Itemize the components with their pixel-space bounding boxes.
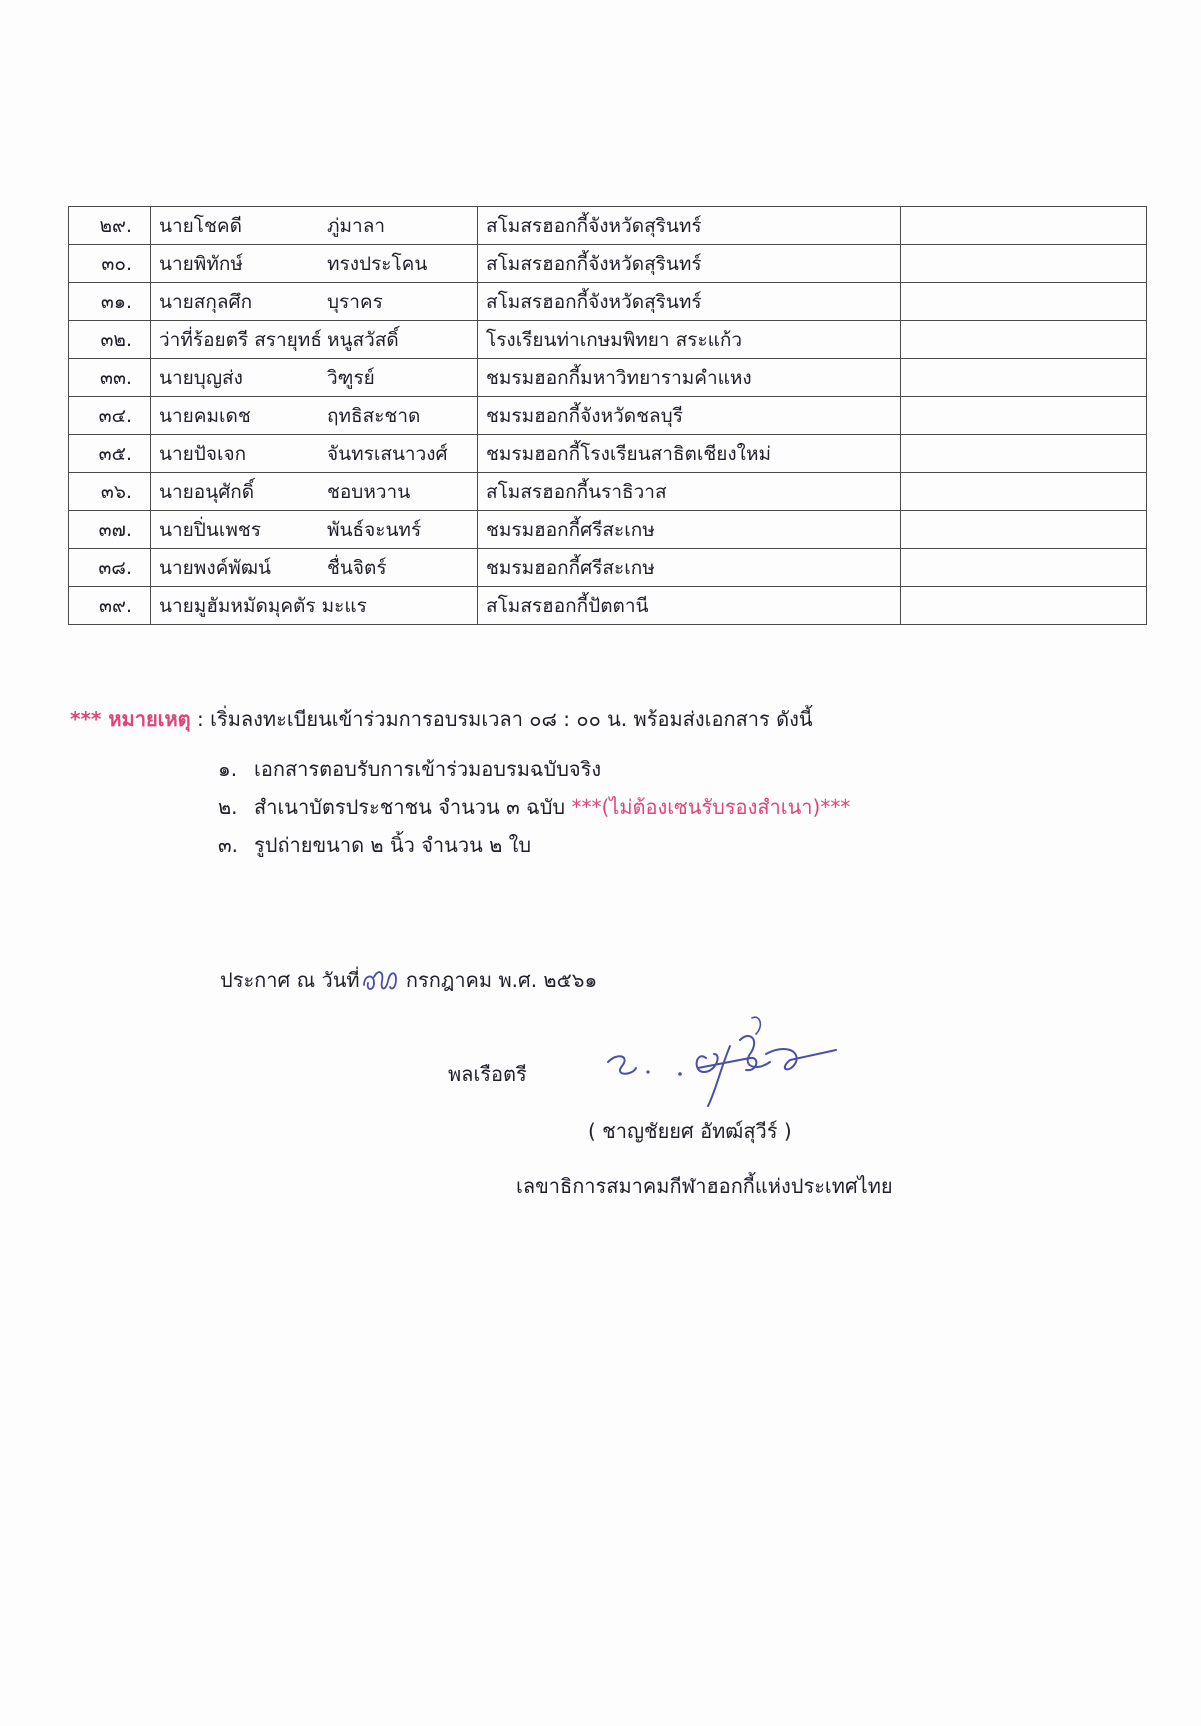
participant-name bbox=[151, 435, 478, 473]
document-item-text: สำเนาบัตรประชาชน จำนวน ๓ ฉบับ bbox=[254, 795, 572, 819]
participant-name bbox=[151, 207, 478, 245]
participant-name bbox=[151, 473, 478, 511]
row-number: ๓๗. bbox=[69, 511, 151, 549]
participant-table-body bbox=[69, 207, 1147, 625]
table-row bbox=[69, 245, 1147, 283]
participant-club: ชมรมฮอกกี้โรงเรียนสาธิตเชียงใหม่ bbox=[478, 435, 901, 473]
announcement-prefix: ประกาศ ณ วันที่ bbox=[220, 968, 360, 992]
participant-name bbox=[151, 549, 478, 587]
participant-last-name: วิฑูรย์ bbox=[327, 366, 375, 389]
document-item-number: ๑. bbox=[218, 757, 238, 781]
participant-first-name: นายอนุศักดิ์ bbox=[159, 480, 255, 503]
participant-first-name: นายคมเดช bbox=[159, 404, 251, 427]
handwritten-day bbox=[360, 965, 400, 995]
announcement-suffix: กรกฎาคม พ.ศ. ๒๕๖๑ bbox=[399, 968, 598, 992]
participant-name bbox=[151, 283, 478, 321]
document-item-text: รูปถ่ายขนาด ๒ นิ้ว จำนวน ๒ ใบ bbox=[254, 833, 532, 857]
participant-club: สโมสรฮอกกี้จังหวัดสุรินทร์ bbox=[478, 245, 901, 283]
participant-name bbox=[151, 587, 478, 625]
document-item-number: ๒. bbox=[218, 795, 238, 819]
participant-first-name: นายสกุลศึก bbox=[159, 290, 253, 313]
document-item-number: ๓. bbox=[218, 833, 239, 857]
signer-name: ( ชาญชัยยศ อัทฒ์สุวีร์ ) bbox=[588, 1119, 792, 1143]
signer-rank: พลเรือตรี bbox=[448, 1062, 527, 1086]
row-number: ๒๙. bbox=[69, 207, 151, 245]
row-number: ๓๖. bbox=[69, 473, 151, 511]
table-row bbox=[69, 511, 1147, 549]
note-label: *** หมายเหตุ bbox=[70, 707, 191, 731]
table-row bbox=[69, 435, 1147, 473]
table-row bbox=[69, 549, 1147, 587]
table-row bbox=[69, 397, 1147, 435]
table-row bbox=[69, 359, 1147, 397]
document-item-highlight: ***(ไม่ต้องเซนรับรองสำเนา)*** bbox=[571, 795, 851, 819]
participant-club: ชมรมฮอกกี้ศรีสะเกษ bbox=[478, 549, 901, 587]
participant-club: ชมรมฮอกกี้ศรีสะเกษ bbox=[478, 511, 901, 549]
table-row bbox=[69, 207, 1147, 245]
document-item bbox=[218, 829, 850, 867]
participant-last-name: ฤทธิสะชาด bbox=[327, 404, 421, 427]
participant-first-name: นายปิ่นเพชร bbox=[159, 518, 261, 541]
participant-club: สโมสรฮอกกี้ปัตตานี bbox=[478, 587, 901, 625]
remark-cell bbox=[901, 435, 1147, 473]
participant-first-name: นายพิทักษ์ bbox=[159, 252, 243, 275]
participant-first-name: นายโชคดี bbox=[159, 214, 242, 237]
document-item bbox=[218, 791, 850, 829]
note-text: : เริ่มลงทะเบียนเข้าร่วมการอบรมเวลา ๐๘ : ๐๐ น. พร้อมส่งเอกสาร ดังนี้ bbox=[190, 707, 813, 731]
remark-cell bbox=[901, 283, 1147, 321]
participant-name bbox=[151, 321, 478, 359]
participant-club: สโมสรฮอกกี้จังหวัดสุรินทร์ bbox=[478, 207, 901, 245]
participant-first-name: นายมูฮัมหมัดมุคตัร มะแร bbox=[159, 594, 367, 617]
remark-cell bbox=[901, 245, 1147, 283]
row-number: ๓๒. bbox=[69, 321, 151, 359]
participant-last-name: ทรงประโคน bbox=[327, 252, 428, 275]
remark-cell bbox=[901, 587, 1147, 625]
table-row bbox=[69, 587, 1147, 625]
participant-club: ชมรมฮอกกี้จังหวัดชลบุรี bbox=[478, 397, 901, 435]
participant-first-name: นายปัจเจก bbox=[159, 442, 247, 465]
participant-name bbox=[151, 245, 478, 283]
participant-club: ชมรมฮอกกี้มหาวิทยารามคำแหง bbox=[478, 359, 901, 397]
signature-mark bbox=[600, 1010, 850, 1120]
participant-name bbox=[151, 397, 478, 435]
table-row bbox=[69, 473, 1147, 511]
remark-cell bbox=[901, 473, 1147, 511]
row-number: ๓๑. bbox=[69, 283, 151, 321]
remark-cell bbox=[901, 321, 1147, 359]
announcement-date bbox=[220, 964, 597, 996]
document-item-text: เอกสารตอบรับการเข้าร่วมอบรมฉบับจริง bbox=[254, 757, 602, 781]
participant-name bbox=[151, 359, 478, 397]
document-item bbox=[218, 753, 850, 791]
participant-last-name: ชื่นจิตร์ bbox=[327, 556, 387, 579]
signer-position: เลขาธิการสมาคมกีฬาฮอกกี้แห่งประเทศไทย bbox=[516, 1174, 893, 1198]
remark-cell bbox=[901, 207, 1147, 245]
participant-first-name: นายบุญส่ง bbox=[159, 366, 243, 389]
note-line bbox=[70, 703, 813, 735]
participant-last-name: บุราคร bbox=[327, 290, 383, 313]
row-number: ๓๘. bbox=[69, 549, 151, 587]
table-row bbox=[69, 321, 1147, 359]
remark-cell bbox=[901, 359, 1147, 397]
participant-last-name: พันธ์จะนทร์ bbox=[327, 518, 422, 541]
participant-last-name: ชอบหวาน bbox=[327, 480, 411, 503]
required-documents-list bbox=[218, 753, 850, 867]
row-number: ๓๓. bbox=[69, 359, 151, 397]
participant-first-name: นายพงค์พัฒน์ bbox=[159, 556, 271, 579]
remark-cell bbox=[901, 549, 1147, 587]
participant-last-name: ภู่มาลา bbox=[327, 214, 386, 237]
row-number: ๓๙. bbox=[69, 587, 151, 625]
row-number: ๓๔. bbox=[69, 397, 151, 435]
participant-table bbox=[68, 206, 1147, 625]
participant-first-name: ว่าที่ร้อยตรี สรายุทธ์ bbox=[159, 328, 322, 351]
table-row bbox=[69, 283, 1147, 321]
row-number: ๓๕. bbox=[69, 435, 151, 473]
participant-club: โรงเรียนท่าเกษมพิทยา สระแก้ว bbox=[478, 321, 901, 359]
remark-cell bbox=[901, 511, 1147, 549]
participant-last-name: หนูสวัสดิ์ bbox=[327, 328, 399, 351]
participant-last-name: จันทรเสนาวงศ์ bbox=[327, 442, 448, 465]
participant-club: สโมสรฮอกกี้จังหวัดสุรินทร์ bbox=[478, 283, 901, 321]
participant-name bbox=[151, 511, 478, 549]
participant-club: สโมสรฮอกกี้นราธิวาส bbox=[478, 473, 901, 511]
row-number: ๓๐. bbox=[69, 245, 151, 283]
remark-cell bbox=[901, 397, 1147, 435]
